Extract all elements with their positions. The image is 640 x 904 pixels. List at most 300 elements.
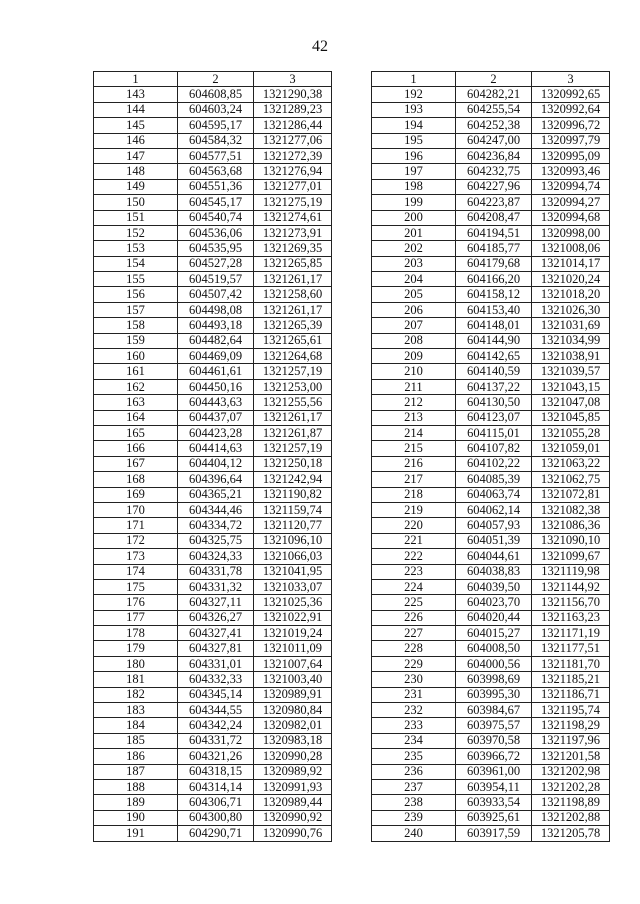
table-row bbox=[372, 795, 610, 810]
point-number-cell: 170 bbox=[94, 502, 178, 517]
table-row bbox=[372, 364, 610, 379]
x-coordinate-cell: 603954,11 bbox=[456, 779, 532, 794]
point-number-cell: 167 bbox=[94, 456, 178, 471]
x-coordinate-cell: 604148,01 bbox=[456, 318, 532, 333]
x-coordinate-cell: 604015,27 bbox=[456, 626, 532, 641]
table-row bbox=[372, 225, 610, 240]
table-row bbox=[372, 518, 610, 533]
point-number-cell: 162 bbox=[94, 379, 178, 394]
x-coordinate-cell: 604023,70 bbox=[456, 595, 532, 610]
x-coordinate-cell: 604332,33 bbox=[178, 672, 254, 687]
table-row bbox=[372, 425, 610, 440]
point-number-cell: 213 bbox=[372, 410, 456, 425]
point-number-cell: 209 bbox=[372, 349, 456, 364]
table-header-row bbox=[94, 72, 332, 87]
point-number-cell: 205 bbox=[372, 287, 456, 302]
x-coordinate-cell: 604396,64 bbox=[178, 472, 254, 487]
point-number-cell: 201 bbox=[372, 225, 456, 240]
x-coordinate-cell: 604166,20 bbox=[456, 272, 532, 287]
y-coordinate-cell: 1321119,98 bbox=[532, 564, 610, 579]
point-number-cell: 168 bbox=[94, 472, 178, 487]
x-coordinate-cell: 604414,63 bbox=[178, 441, 254, 456]
table-row bbox=[94, 410, 332, 425]
y-coordinate-cell: 1321043,15 bbox=[532, 379, 610, 394]
x-coordinate-cell: 604519,57 bbox=[178, 272, 254, 287]
x-coordinate-cell: 604318,15 bbox=[178, 764, 254, 779]
column-header-x: 2 bbox=[456, 72, 532, 87]
table-row bbox=[372, 764, 610, 779]
x-coordinate-cell: 603975,57 bbox=[456, 718, 532, 733]
x-coordinate-cell: 604540,74 bbox=[178, 210, 254, 225]
x-coordinate-cell: 604327,11 bbox=[178, 595, 254, 610]
y-coordinate-cell: 1321257,19 bbox=[254, 364, 332, 379]
table-row bbox=[94, 118, 332, 133]
point-number-cell: 148 bbox=[94, 164, 178, 179]
point-number-cell: 202 bbox=[372, 241, 456, 256]
table-row bbox=[94, 487, 332, 502]
table-row bbox=[94, 287, 332, 302]
table-row bbox=[372, 256, 610, 271]
y-coordinate-cell: 1321120,77 bbox=[254, 518, 332, 533]
table-row bbox=[94, 395, 332, 410]
table-row bbox=[372, 456, 610, 471]
y-coordinate-cell: 1321156,70 bbox=[532, 595, 610, 610]
point-number-cell: 172 bbox=[94, 533, 178, 548]
table-row bbox=[372, 102, 610, 117]
point-number-cell: 144 bbox=[94, 102, 178, 117]
table-row bbox=[372, 272, 610, 287]
y-coordinate-cell: 1321099,67 bbox=[532, 549, 610, 564]
table-row bbox=[372, 164, 610, 179]
point-number-cell: 146 bbox=[94, 133, 178, 148]
point-number-cell: 189 bbox=[94, 795, 178, 810]
y-coordinate-cell: 1321045,85 bbox=[532, 410, 610, 425]
table-row bbox=[94, 102, 332, 117]
x-coordinate-cell: 604020,44 bbox=[456, 610, 532, 625]
y-coordinate-cell: 1321022,91 bbox=[254, 610, 332, 625]
y-coordinate-cell: 1320997,79 bbox=[532, 133, 610, 148]
x-coordinate-cell: 603925,61 bbox=[456, 810, 532, 825]
table-row bbox=[94, 241, 332, 256]
point-number-cell: 203 bbox=[372, 256, 456, 271]
x-coordinate-cell: 604044,61 bbox=[456, 549, 532, 564]
x-coordinate-cell: 604365,21 bbox=[178, 487, 254, 502]
table-row bbox=[94, 441, 332, 456]
point-number-cell: 164 bbox=[94, 410, 178, 425]
y-coordinate-cell: 1321163,23 bbox=[532, 610, 610, 625]
table-row bbox=[372, 610, 610, 625]
table-row bbox=[94, 456, 332, 471]
table-row bbox=[94, 610, 332, 625]
table-row bbox=[94, 425, 332, 440]
table-row bbox=[94, 349, 332, 364]
y-coordinate-cell: 1321265,85 bbox=[254, 256, 332, 271]
point-number-cell: 150 bbox=[94, 195, 178, 210]
point-number-cell: 196 bbox=[372, 148, 456, 163]
x-coordinate-cell: 604469,09 bbox=[178, 349, 254, 364]
point-number-cell: 204 bbox=[372, 272, 456, 287]
point-number-cell: 218 bbox=[372, 487, 456, 502]
point-number-cell: 183 bbox=[94, 703, 178, 718]
x-coordinate-cell: 604102,22 bbox=[456, 456, 532, 471]
y-coordinate-cell: 1321197,96 bbox=[532, 733, 610, 748]
y-coordinate-cell: 1321072,81 bbox=[532, 487, 610, 502]
table-row bbox=[372, 118, 610, 133]
table-row bbox=[94, 626, 332, 641]
y-coordinate-cell: 1321261,17 bbox=[254, 272, 332, 287]
table-row bbox=[372, 195, 610, 210]
point-number-cell: 200 bbox=[372, 210, 456, 225]
x-coordinate-cell: 604194,51 bbox=[456, 225, 532, 240]
x-coordinate-cell: 604498,08 bbox=[178, 302, 254, 317]
point-number-cell: 238 bbox=[372, 795, 456, 810]
x-coordinate-cell: 604595,17 bbox=[178, 118, 254, 133]
y-coordinate-cell: 1321014,17 bbox=[532, 256, 610, 271]
x-coordinate-cell: 604507,42 bbox=[178, 287, 254, 302]
point-number-cell: 152 bbox=[94, 225, 178, 240]
point-number-cell: 182 bbox=[94, 687, 178, 702]
x-coordinate-cell: 604450,16 bbox=[178, 379, 254, 394]
point-number-cell: 220 bbox=[372, 518, 456, 533]
point-number-cell: 198 bbox=[372, 179, 456, 194]
x-coordinate-cell: 604140,59 bbox=[456, 364, 532, 379]
x-coordinate-cell: 604326,27 bbox=[178, 610, 254, 625]
y-coordinate-cell: 1321273,91 bbox=[254, 225, 332, 240]
x-coordinate-cell: 604327,41 bbox=[178, 626, 254, 641]
table-body bbox=[94, 87, 332, 841]
point-number-cell: 193 bbox=[372, 102, 456, 117]
table-row bbox=[94, 826, 332, 841]
y-coordinate-cell: 1321159,74 bbox=[254, 502, 332, 517]
y-coordinate-cell: 1321265,39 bbox=[254, 318, 332, 333]
x-coordinate-cell: 604227,96 bbox=[456, 179, 532, 194]
point-number-cell: 174 bbox=[94, 564, 178, 579]
point-number-cell: 151 bbox=[94, 210, 178, 225]
y-coordinate-cell: 1320994,74 bbox=[532, 179, 610, 194]
table-row bbox=[94, 672, 332, 687]
table-row bbox=[372, 287, 610, 302]
point-number-cell: 199 bbox=[372, 195, 456, 210]
x-coordinate-cell: 604039,50 bbox=[456, 579, 532, 594]
point-number-cell: 143 bbox=[94, 87, 178, 102]
point-number-cell: 160 bbox=[94, 349, 178, 364]
x-coordinate-cell: 604107,82 bbox=[456, 441, 532, 456]
y-coordinate-cell: 1320980,84 bbox=[254, 703, 332, 718]
x-coordinate-cell: 604038,83 bbox=[456, 564, 532, 579]
y-coordinate-cell: 1320990,28 bbox=[254, 749, 332, 764]
table-row bbox=[94, 564, 332, 579]
y-coordinate-cell: 1320990,76 bbox=[254, 826, 332, 841]
point-number-cell: 222 bbox=[372, 549, 456, 564]
point-number-cell: 159 bbox=[94, 333, 178, 348]
table-row bbox=[372, 333, 610, 348]
x-coordinate-cell: 604208,47 bbox=[456, 210, 532, 225]
point-number-cell: 149 bbox=[94, 179, 178, 194]
point-number-cell: 229 bbox=[372, 656, 456, 671]
column-header-y: 3 bbox=[254, 72, 332, 87]
x-coordinate-cell: 604282,21 bbox=[456, 87, 532, 102]
point-number-cell: 207 bbox=[372, 318, 456, 333]
table-row bbox=[94, 164, 332, 179]
table-row bbox=[94, 210, 332, 225]
x-coordinate-cell: 604327,81 bbox=[178, 641, 254, 656]
x-coordinate-cell: 604443,63 bbox=[178, 395, 254, 410]
y-coordinate-cell: 1321034,99 bbox=[532, 333, 610, 348]
x-coordinate-cell: 604137,22 bbox=[456, 379, 532, 394]
x-coordinate-cell: 603984,67 bbox=[456, 703, 532, 718]
point-number-cell: 178 bbox=[94, 626, 178, 641]
table-row bbox=[372, 502, 610, 517]
table-row bbox=[94, 148, 332, 163]
y-coordinate-cell: 1320989,44 bbox=[254, 795, 332, 810]
table-row bbox=[372, 672, 610, 687]
point-number-cell: 216 bbox=[372, 456, 456, 471]
point-number-cell: 212 bbox=[372, 395, 456, 410]
point-number-cell: 175 bbox=[94, 579, 178, 594]
x-coordinate-cell: 604324,33 bbox=[178, 549, 254, 564]
table-row bbox=[94, 718, 332, 733]
y-coordinate-cell: 1321290,38 bbox=[254, 87, 332, 102]
x-coordinate-cell: 603917,59 bbox=[456, 826, 532, 841]
point-number-cell: 161 bbox=[94, 364, 178, 379]
point-number-cell: 208 bbox=[372, 333, 456, 348]
table-row bbox=[94, 379, 332, 394]
x-coordinate-cell: 604008,50 bbox=[456, 641, 532, 656]
x-coordinate-cell: 604306,71 bbox=[178, 795, 254, 810]
y-coordinate-cell: 1321186,71 bbox=[532, 687, 610, 702]
x-coordinate-cell: 604290,71 bbox=[178, 826, 254, 841]
point-number-cell: 163 bbox=[94, 395, 178, 410]
table-row bbox=[372, 826, 610, 841]
y-coordinate-cell: 1321198,29 bbox=[532, 718, 610, 733]
x-coordinate-cell: 604051,39 bbox=[456, 533, 532, 548]
table-row bbox=[94, 518, 332, 533]
table-row bbox=[94, 703, 332, 718]
y-coordinate-cell: 1320994,27 bbox=[532, 195, 610, 210]
y-coordinate-cell: 1321253,00 bbox=[254, 379, 332, 394]
table-row bbox=[372, 472, 610, 487]
x-coordinate-cell: 604536,06 bbox=[178, 225, 254, 240]
point-number-cell: 153 bbox=[94, 241, 178, 256]
x-coordinate-cell: 604404,12 bbox=[178, 456, 254, 471]
point-number-cell: 180 bbox=[94, 656, 178, 671]
y-coordinate-cell: 1321025,36 bbox=[254, 595, 332, 610]
x-coordinate-cell: 604577,51 bbox=[178, 148, 254, 163]
table-row bbox=[94, 318, 332, 333]
y-coordinate-cell: 1320989,91 bbox=[254, 687, 332, 702]
y-coordinate-cell: 1321258,60 bbox=[254, 287, 332, 302]
x-coordinate-cell: 604608,85 bbox=[178, 87, 254, 102]
x-coordinate-cell: 603961,00 bbox=[456, 764, 532, 779]
point-number-cell: 186 bbox=[94, 749, 178, 764]
x-coordinate-cell: 604331,72 bbox=[178, 733, 254, 748]
y-coordinate-cell: 1321264,68 bbox=[254, 349, 332, 364]
point-number-cell: 224 bbox=[372, 579, 456, 594]
y-coordinate-cell: 1320992,65 bbox=[532, 87, 610, 102]
y-coordinate-cell: 1321047,08 bbox=[532, 395, 610, 410]
table-row bbox=[372, 641, 610, 656]
x-coordinate-cell: 604461,61 bbox=[178, 364, 254, 379]
table-row bbox=[94, 795, 332, 810]
column-header-point-number: 1 bbox=[372, 72, 456, 87]
table-row bbox=[94, 502, 332, 517]
point-number-cell: 227 bbox=[372, 626, 456, 641]
x-coordinate-cell: 604062,14 bbox=[456, 502, 532, 517]
x-coordinate-cell: 604247,00 bbox=[456, 133, 532, 148]
y-coordinate-cell: 1321250,18 bbox=[254, 456, 332, 471]
y-coordinate-cell: 1321276,94 bbox=[254, 164, 332, 179]
y-coordinate-cell: 1321096,10 bbox=[254, 533, 332, 548]
coordinates-table-left bbox=[93, 71, 332, 842]
table-row bbox=[372, 410, 610, 425]
x-coordinate-cell: 604179,68 bbox=[456, 256, 532, 271]
point-number-cell: 173 bbox=[94, 549, 178, 564]
point-number-cell: 214 bbox=[372, 425, 456, 440]
table-row bbox=[94, 810, 332, 825]
x-coordinate-cell: 604130,50 bbox=[456, 395, 532, 410]
y-coordinate-cell: 1321066,03 bbox=[254, 549, 332, 564]
x-coordinate-cell: 604342,24 bbox=[178, 718, 254, 733]
y-coordinate-cell: 1321020,24 bbox=[532, 272, 610, 287]
y-coordinate-cell: 1320994,68 bbox=[532, 210, 610, 225]
x-coordinate-cell: 604085,39 bbox=[456, 472, 532, 487]
x-coordinate-cell: 603995,30 bbox=[456, 687, 532, 702]
point-number-cell: 165 bbox=[94, 425, 178, 440]
table-row bbox=[94, 302, 332, 317]
point-number-cell: 219 bbox=[372, 502, 456, 517]
y-coordinate-cell: 1320989,92 bbox=[254, 764, 332, 779]
x-coordinate-cell: 604423,28 bbox=[178, 425, 254, 440]
y-coordinate-cell: 1320993,46 bbox=[532, 164, 610, 179]
table-row bbox=[94, 656, 332, 671]
point-number-cell: 197 bbox=[372, 164, 456, 179]
y-coordinate-cell: 1320992,64 bbox=[532, 102, 610, 117]
x-coordinate-cell: 604185,77 bbox=[456, 241, 532, 256]
point-number-cell: 215 bbox=[372, 441, 456, 456]
page-number: 42 bbox=[312, 38, 328, 55]
table-row bbox=[94, 333, 332, 348]
x-coordinate-cell: 604345,14 bbox=[178, 687, 254, 702]
table-row bbox=[94, 641, 332, 656]
x-coordinate-cell: 604545,17 bbox=[178, 195, 254, 210]
point-number-cell: 192 bbox=[372, 87, 456, 102]
point-number-cell: 226 bbox=[372, 610, 456, 625]
x-coordinate-cell: 604158,12 bbox=[456, 287, 532, 302]
y-coordinate-cell: 1321202,98 bbox=[532, 764, 610, 779]
table-row bbox=[94, 533, 332, 548]
y-coordinate-cell: 1321275,19 bbox=[254, 195, 332, 210]
x-coordinate-cell: 604551,36 bbox=[178, 179, 254, 194]
table-row bbox=[94, 733, 332, 748]
y-coordinate-cell: 1321011,09 bbox=[254, 641, 332, 656]
y-coordinate-cell: 1321038,91 bbox=[532, 349, 610, 364]
point-number-cell: 158 bbox=[94, 318, 178, 333]
x-coordinate-cell: 603970,58 bbox=[456, 733, 532, 748]
x-coordinate-cell: 604144,90 bbox=[456, 333, 532, 348]
table-row bbox=[372, 733, 610, 748]
y-coordinate-cell: 1321198,89 bbox=[532, 795, 610, 810]
x-coordinate-cell: 604584,32 bbox=[178, 133, 254, 148]
point-number-cell: 181 bbox=[94, 672, 178, 687]
y-coordinate-cell: 1320990,92 bbox=[254, 810, 332, 825]
x-coordinate-cell: 604223,87 bbox=[456, 195, 532, 210]
table-header-row bbox=[372, 72, 610, 87]
y-coordinate-cell: 1321242,94 bbox=[254, 472, 332, 487]
point-number-cell: 194 bbox=[372, 118, 456, 133]
point-number-cell: 240 bbox=[372, 826, 456, 841]
x-coordinate-cell: 604527,28 bbox=[178, 256, 254, 271]
y-coordinate-cell: 1321261,17 bbox=[254, 410, 332, 425]
y-coordinate-cell: 1321086,36 bbox=[532, 518, 610, 533]
table-row bbox=[94, 549, 332, 564]
point-number-cell: 236 bbox=[372, 764, 456, 779]
y-coordinate-cell: 1321144,92 bbox=[532, 579, 610, 594]
y-coordinate-cell: 1321289,23 bbox=[254, 102, 332, 117]
table-row bbox=[372, 87, 610, 102]
x-coordinate-cell: 603966,72 bbox=[456, 749, 532, 764]
column-header-x: 2 bbox=[178, 72, 254, 87]
point-number-cell: 179 bbox=[94, 641, 178, 656]
point-number-cell: 233 bbox=[372, 718, 456, 733]
x-coordinate-cell: 604255,54 bbox=[456, 102, 532, 117]
table-row bbox=[372, 718, 610, 733]
point-number-cell: 237 bbox=[372, 779, 456, 794]
table-row bbox=[372, 595, 610, 610]
y-coordinate-cell: 1320991,93 bbox=[254, 779, 332, 794]
y-coordinate-cell: 1321261,17 bbox=[254, 302, 332, 317]
table-row bbox=[372, 441, 610, 456]
y-coordinate-cell: 1321063,22 bbox=[532, 456, 610, 471]
table-row bbox=[94, 133, 332, 148]
table-row bbox=[372, 302, 610, 317]
table-row bbox=[372, 241, 610, 256]
y-coordinate-cell: 1321041,95 bbox=[254, 564, 332, 579]
point-number-cell: 171 bbox=[94, 518, 178, 533]
x-coordinate-cell: 604232,75 bbox=[456, 164, 532, 179]
y-coordinate-cell: 1320995,09 bbox=[532, 148, 610, 163]
table-row bbox=[94, 272, 332, 287]
x-coordinate-cell: 604325,75 bbox=[178, 533, 254, 548]
y-coordinate-cell: 1321277,06 bbox=[254, 133, 332, 148]
point-number-cell: 217 bbox=[372, 472, 456, 487]
x-coordinate-cell: 604437,07 bbox=[178, 410, 254, 425]
point-number-cell: 145 bbox=[94, 118, 178, 133]
y-coordinate-cell: 1321019,24 bbox=[254, 626, 332, 641]
point-number-cell: 154 bbox=[94, 256, 178, 271]
y-coordinate-cell: 1321190,82 bbox=[254, 487, 332, 502]
x-coordinate-cell: 604334,72 bbox=[178, 518, 254, 533]
x-coordinate-cell: 604321,26 bbox=[178, 749, 254, 764]
table-row bbox=[94, 179, 332, 194]
x-coordinate-cell: 604493,18 bbox=[178, 318, 254, 333]
y-coordinate-cell: 1321286,44 bbox=[254, 118, 332, 133]
table-row bbox=[94, 579, 332, 594]
y-coordinate-cell: 1320982,01 bbox=[254, 718, 332, 733]
y-coordinate-cell: 1321031,69 bbox=[532, 318, 610, 333]
x-coordinate-cell: 604563,68 bbox=[178, 164, 254, 179]
table-row bbox=[372, 533, 610, 548]
y-coordinate-cell: 1321205,78 bbox=[532, 826, 610, 841]
y-coordinate-cell: 1321003,40 bbox=[254, 672, 332, 687]
y-coordinate-cell: 1321201,58 bbox=[532, 749, 610, 764]
point-number-cell: 239 bbox=[372, 810, 456, 825]
x-coordinate-cell: 604331,01 bbox=[178, 656, 254, 671]
y-coordinate-cell: 1321062,75 bbox=[532, 472, 610, 487]
y-coordinate-cell: 1321261,87 bbox=[254, 425, 332, 440]
point-number-cell: 157 bbox=[94, 302, 178, 317]
point-number-cell: 206 bbox=[372, 302, 456, 317]
table-row bbox=[372, 179, 610, 194]
